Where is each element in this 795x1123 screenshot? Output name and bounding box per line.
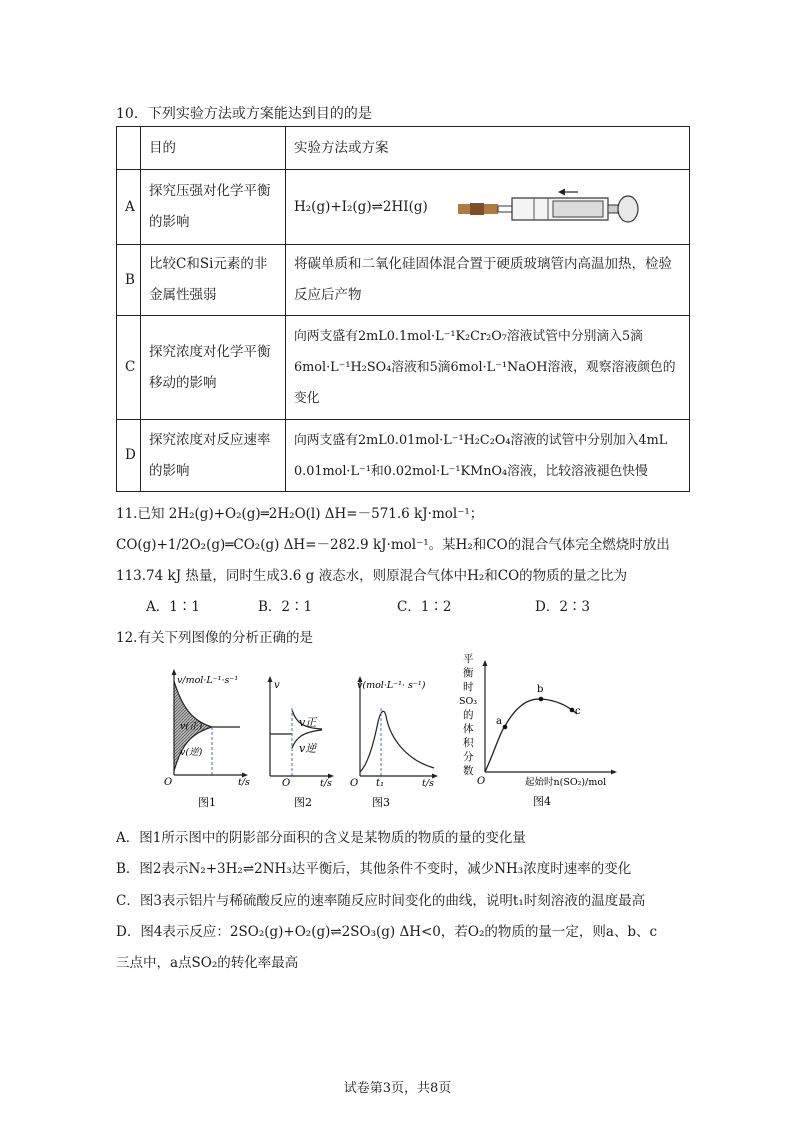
header-method: 实验方法或方案 [286, 127, 690, 170]
table-row [117, 170, 690, 245]
fig4-ylabel-char: 时 [463, 681, 474, 693]
row-label: D [117, 420, 141, 492]
method-line: 6mol·L⁻¹H₂SO₄溶液和5滴6mol·L⁻¹NaOH溶液，观察溶液颜色的 [294, 360, 676, 375]
y-axis-arrow-icon [172, 669, 177, 675]
point-b [539, 697, 544, 702]
purpose-line: 的影响 [149, 462, 190, 479]
fig1-ylabel: v/mol·L⁻¹·s⁻¹ [177, 675, 239, 686]
q11-option-a: A．1∶1 [146, 599, 200, 615]
fig4-ylabel-vertical [459, 653, 477, 777]
fig1-xlabel: t/s [238, 777, 250, 788]
figure-4 [455, 650, 630, 812]
fig1-origin: O [164, 777, 173, 788]
fig1-vrev-label: v(逆) [180, 747, 203, 758]
method-line: 将碳单质和二氧化硅固体混合置于硬质玻璃管内高温加热，检验 [294, 256, 672, 272]
row-label: C [117, 316, 141, 420]
point-c [570, 708, 575, 713]
figure-1 [160, 667, 255, 812]
row-method [286, 420, 690, 492]
figure-2 [264, 672, 344, 812]
row-method [286, 170, 690, 245]
method-line: 向两支盛有2mL0.01mol·L⁻¹H₂C₂O₄溶液的试管中分别加入4mL [294, 432, 668, 448]
syringe-icon [458, 186, 643, 230]
fig3-origin: O [350, 778, 359, 789]
table-row [117, 420, 690, 492]
purpose-line: 移动的影响 [149, 374, 217, 391]
table-row [117, 316, 690, 420]
rate-curve [360, 711, 434, 772]
table-header-row [117, 127, 690, 170]
fig3-xlabel: t/s [422, 778, 434, 789]
method-line: 向两支盛有2mL0.1mol·L⁻¹K₂Cr₂O₇溶液试管中分别滴入5滴 [294, 329, 643, 344]
header-cell [117, 127, 141, 170]
page-footer: 试卷第3页，共8页 [343, 1081, 452, 1096]
point-a [503, 725, 508, 730]
y-axis-arrow-icon [483, 660, 488, 666]
fig2-origin: O [282, 778, 291, 789]
fig3-ylabel: v(mol·L⁻¹· s⁻¹) [357, 680, 426, 691]
fig4-ylabel-char: 数 [463, 765, 474, 777]
method-line: 反应后产物 [294, 287, 362, 303]
row-method [286, 316, 690, 420]
q11-option-d: D．2∶3 [535, 599, 591, 615]
purpose-line: 探究浓度对反应速率 [149, 431, 271, 448]
fig4-origin: O [477, 776, 486, 787]
row-label: A [117, 170, 141, 245]
purpose-line: 探究浓度对化学平衡 [149, 343, 271, 360]
purpose-line: 的影响 [149, 214, 190, 230]
fig3-t1-label: t₁ [376, 778, 385, 789]
question-12-title: 12.有关下列图像的分析正确的是 [116, 630, 313, 646]
row-purpose [141, 316, 286, 420]
q11-line: CO(g)+1/2O₂(g)═CO₂(g) ΔH=－282.9 kJ·mol⁻¹。某H₂和CO的混合气体完全燃烧时放出 [116, 537, 670, 553]
figure-3 [350, 672, 445, 812]
fig4-caption: 图4 [533, 795, 551, 808]
table-row [117, 245, 690, 316]
method-line: 0.01mol·L⁻¹和0.02mol·L⁻¹KMnO₄溶液，比较溶液褪色快慢 [294, 463, 648, 479]
q12-option-d-cont: 三点中，a点SO₂的转化率最高 [116, 955, 299, 971]
q12-option-a: A．图1所示图中的阴影部分面积的含义是某物质的物质的量的变化量 [116, 830, 526, 846]
fig4-ylabel-char: 分 [463, 751, 474, 763]
row-purpose [141, 170, 286, 245]
header-purpose: 目的 [141, 127, 286, 170]
y-axis-arrow-icon [268, 676, 273, 682]
purpose-line: 探究压强对化学平衡 [149, 183, 271, 199]
q11-line: 113.74 kJ 热量，同时生成3.6 g 液态水，则原混合气体中H₂和CO的物质的量之比为 [116, 568, 628, 584]
x-axis-arrow-icon [611, 770, 617, 775]
q12-option-d: D．图4表示反应：2SO₂(g)+O₂(g)⇌2SO₃(g) ΔH<0，若O₂的物质的量一定，则a、b、c [116, 924, 658, 940]
q12-option-c: C．图3表示铝片与稀硫酸反应的速率随反应时间变化的曲线，说明t₁时刻溶液的温度最高 [116, 893, 646, 909]
q11-option-c: C．1∶2 [397, 599, 452, 615]
fig4-ylabel-char: 衡 [463, 667, 474, 679]
question-10-title: 10．下列实验方法或方案能达到目的的是 [116, 106, 372, 122]
method-line: 变化 [294, 391, 320, 406]
fig2-vfwd-label: v正 [299, 716, 317, 729]
fig2-xlabel: t/s [320, 778, 332, 789]
fig2-vrev-label: v逆 [299, 742, 317, 755]
fig4-xlabel: 起始时n(SO₂)/mol [525, 777, 607, 788]
fig4-ylabel-char: 体 [463, 723, 474, 735]
purpose-line: 金属性强弱 [149, 287, 217, 303]
row-label: B [117, 245, 141, 316]
row-method [286, 245, 690, 316]
fig3-caption: 图3 [372, 796, 390, 809]
row-purpose [141, 245, 286, 316]
plunger-handle [618, 196, 638, 222]
q11-option-b: B．2∶1 [258, 599, 313, 615]
fig2-caption: 图2 [294, 796, 312, 809]
arrow-left-icon [558, 189, 565, 196]
q11-line: 11.已知 2H₂(g)+O₂(g)═2H₂O(l) ΔH=－571.6 kJ·mol⁻¹； [116, 506, 484, 522]
fig1-vfwd-label: v(正) [180, 721, 203, 732]
row-purpose [141, 420, 286, 492]
fig4-point-b-label: b [537, 684, 544, 695]
fig4-ylabel-char: SO₃ [459, 696, 478, 707]
fig4-ylabel-char: 积 [463, 737, 474, 749]
method-line: H₂(g)+I₂(g)⇌2HI(g) [294, 198, 428, 215]
experiment-table [116, 126, 690, 492]
fig4-point-c-label: c [575, 706, 581, 717]
purpose-line: 比较C和Si元素的非 [149, 256, 268, 272]
so3-fraction-curve [485, 699, 577, 772]
q12-option-b: B．图2表示N₂+3H₂⇌2NH₃达平衡后，其他条件不变时，减少NH₃浓度时速率的变化 [116, 861, 632, 877]
fig4-ylabel-char: 的 [463, 709, 474, 721]
fig4-point-a-label: a [496, 716, 502, 727]
fig1-caption: 图1 [198, 796, 216, 809]
fig4-ylabel-char: 平 [463, 653, 474, 665]
fig2-ylabel: v [274, 680, 280, 691]
